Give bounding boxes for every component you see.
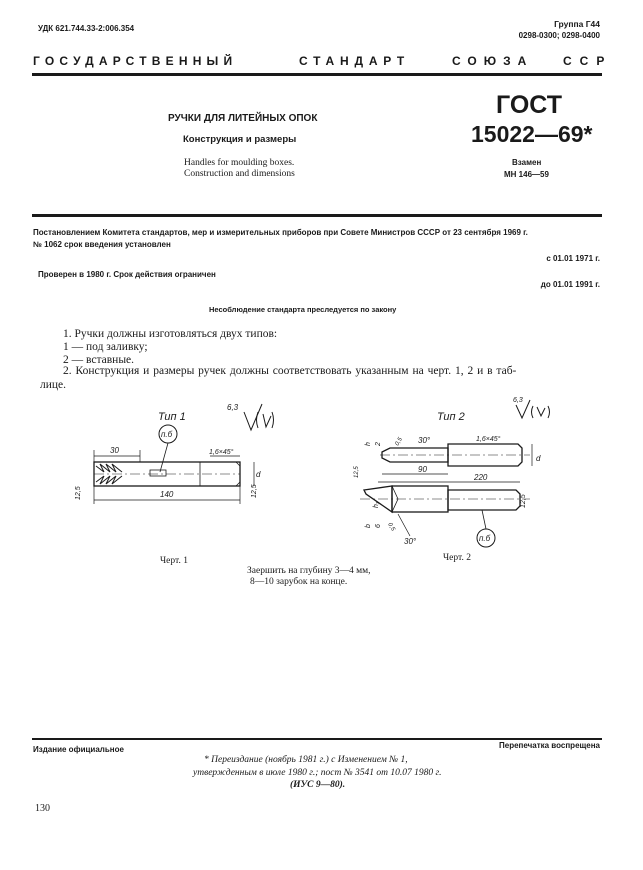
udc-code: УДК 621.744.33-2:006.354 xyxy=(38,24,135,33)
angle-leader xyxy=(398,514,410,536)
dim-2: 2 xyxy=(375,442,382,446)
para-1: 1. Ручки должны изготовляться двух типов: xyxy=(63,328,278,340)
banner-word-2: СТАНДАРТ xyxy=(299,54,411,68)
dim-220: 220 xyxy=(474,473,488,482)
footer-rule xyxy=(32,738,602,740)
handle-type2-lower xyxy=(360,486,530,512)
dim-chamfer-1: 1,6×45° xyxy=(209,449,234,456)
title-ru-sub: Конструкция и размеры xyxy=(183,134,297,145)
roughness-value-1: 6,3 xyxy=(227,403,239,412)
dim-h: h xyxy=(365,442,372,446)
dim-0-5-a: 0,5 xyxy=(394,436,404,447)
decree-line1: Постановлением Комитета стандартов, мер и измерительных приборов при Совете Министров СССР от 23 сентября 1969 г. xyxy=(33,228,528,237)
title-rule xyxy=(32,214,602,217)
roughness-mark-1 xyxy=(244,404,274,430)
handle-type1 xyxy=(94,462,240,486)
dim-6: 6 xyxy=(375,524,382,528)
caption-2: Черт. 2 xyxy=(443,553,471,563)
dim-d-top: d xyxy=(256,470,261,479)
dim-12-5-a: 12,5 xyxy=(75,486,82,500)
note-line1: Заершить на глубину 3—4 мм, xyxy=(247,566,371,576)
banner-word-3: СОЮЗА xyxy=(452,54,534,68)
dim-140: 140 xyxy=(160,490,174,499)
reissue-line1: * Переиздание (ноябрь 1981 г.) с Изменением № 1, xyxy=(204,755,408,765)
dim-30: 30 xyxy=(110,446,119,455)
decree-from-date: с 01.01 1971 г. xyxy=(546,254,600,263)
dim-h1: h₁ xyxy=(373,501,380,508)
banner-word-4: ССР xyxy=(563,54,613,68)
okp-codes: 0298-0300; 0298-0400 xyxy=(518,31,600,40)
dim-0-5-b: 0,5 xyxy=(386,522,396,533)
gost-label: ГОСТ xyxy=(496,91,562,119)
title-en-line2: Construction and dimensions xyxy=(184,169,295,179)
handle-type2-upper xyxy=(380,444,530,466)
ref-leader-2 xyxy=(482,510,486,529)
dim-12-5-b: 12,5 xyxy=(251,484,258,498)
para-2-line2: лице. xyxy=(40,379,67,391)
dim-12-5-d: 12,5 xyxy=(520,494,527,508)
dim-12-5-c: 12,5 xyxy=(354,466,360,478)
dim-b: b xyxy=(365,524,372,528)
page-number: 130 xyxy=(35,803,50,814)
gost-number: 15022—69* xyxy=(471,121,593,147)
caption-1: Черт. 1 xyxy=(160,556,188,566)
decree-warning: Несоблюдение стандарта преследуется по закону xyxy=(209,305,397,314)
type1-label: Тип 1 xyxy=(158,411,186,423)
para-2-line1: 2. Конструкция и размеры ручек должны соответствовать указанным на черт. 1, 2 и в таб- xyxy=(63,365,517,377)
title-en-line1: Handles for moulding boxes. xyxy=(184,158,295,168)
dim-chamfer-2: 1,6×45° xyxy=(476,436,501,443)
decree-checked: Проверен в 1980 г. Срок действия ограничен xyxy=(38,270,216,279)
note-line2: 8—10 зарубок на конце. xyxy=(250,577,348,587)
type2-label: Тип 2 xyxy=(437,411,465,423)
official-edition: Издание официальное xyxy=(33,745,124,754)
para-1a: 1 — под заливку; xyxy=(63,341,148,353)
decree-line2: № 1062 срок введения установлен xyxy=(33,240,171,249)
dim-90: 90 xyxy=(418,465,427,474)
ref-circle-2-label: п.б xyxy=(479,534,491,543)
reprint-notice: Перепечатка воспрещена xyxy=(499,741,600,750)
ref-circle-1-label: п.б xyxy=(161,430,173,439)
banner-rule xyxy=(32,73,602,76)
title-ru-main: РУЧКИ ДЛЯ ЛИТЕЙНЫХ ОПОК xyxy=(168,113,318,124)
replaces-label: Взамен xyxy=(512,158,542,167)
roughness-value-2: 6,3 xyxy=(513,397,523,404)
group-code: Группа Г44 xyxy=(554,19,600,29)
decree-to-date: до 01.01 1991 г. xyxy=(540,280,600,289)
ref-leader-1 xyxy=(160,443,168,472)
para-1b: 2 — вставные. xyxy=(63,354,135,366)
replaces-value: МН 146—59 xyxy=(504,170,549,179)
dim-d-bottom: d xyxy=(536,454,541,463)
ius-ref: (ИУС 9—80). xyxy=(290,780,346,790)
dim-30deg-bottom: 30° xyxy=(404,537,417,546)
reissue-line2: утвержденным в июле 1980 г.; пост № 3541 от 10.07 1980 г. xyxy=(193,768,442,778)
banner-word-1: ГОСУДАРСТВЕННЫЙ xyxy=(33,54,238,68)
dim-30deg-top: 30° xyxy=(418,436,431,445)
